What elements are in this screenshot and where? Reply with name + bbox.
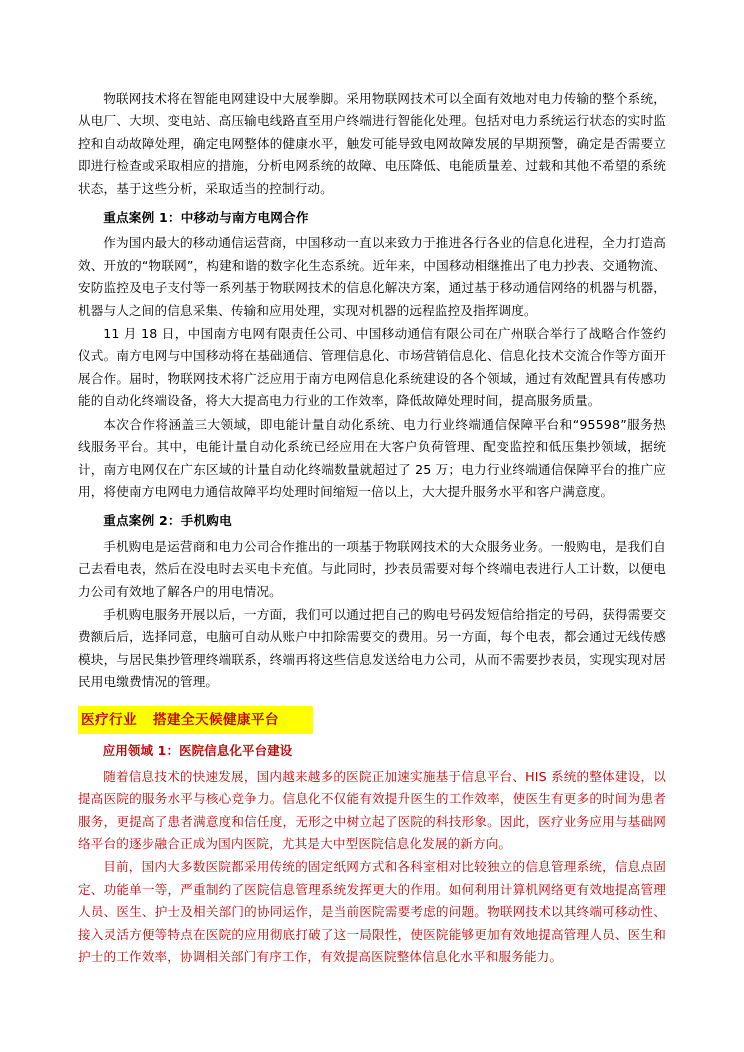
case1-paragraph-3: 本次合作将涵盖三大领域，即电能计量自动化系统、电力行业终端通信保障平台和“95598”服务热线服务平台。其中，电能计量自动化系统已经应用在大客户负荷管理、配变监控和低压集抄领域，据统计，南方电网仅在广东区域的计量自动化终端数量就超过了 25 万；电力行业终端通信保障平台的推广应用，将使南方电网电力通信故障平均处理时间缩短一倍以上，大大提升服务水平和客户满意度。 [78, 416, 666, 499]
application-heading-1: 应用领域 1：医院信息化平台建设 [102, 742, 293, 758]
banner-label-industry: 医疗行业 [81, 711, 137, 728]
intro-paragraph: 物联网技术将在智能电网建设中大展拳脚。采用物联网技术可以全面有效地对电力传输的整个系统，从电厂、大坝、变电站、高压输电线路直至用户终端进行智能化处理。包括对电力系统运行状态的实时监控和自动故障处理，确定电网整体的健康水平，触发可能导致电网故障发展的早期预警，确定是否需要立即进行检查或采取相应的措施，分析电网系统的故障、电压降低、电能质量差、过载和其他不希望的系统状态，基于这些分析，采取适当的控制行动。 [78, 91, 666, 196]
case-heading-2: 重点案例 2：手机购电 [103, 513, 232, 529]
case2-paragraph-1: 手机购电是运营商和电力公司合作推出的一项基于物联网技术的大众服务业务。一般购电，是我们自己去看电表，然后在没电时去买电卡充值。与此同时，抄表员需要对每个终端电表进行人工计数，以便电力公司有效地了解各户的用电情况。 [78, 538, 666, 599]
case1-paragraph-2: 11 月 18 日，中国南方电网有限责任公司、中国移动通信有限公司在广州联合举行了战略合作签约仪式。南方电网与中国移动将在基础通信、管理信息化、市场营销信息化、信息化技术交流合作等方面开展合作。届时，物联网技术将广泛应用于南方电网信息化系统建设的各个领域，通过有效配置具有传感功能的自动化终端设备，将大大提高电力行业的工作效率，降低故障处理时间，提高服务质量。 [78, 326, 666, 409]
medical-paragraph-2: 目前，国内大多数医院都采用传统的固定纸网方式和各科室相对比较独立的信息管理系统，信息点固定、功能单一等，严重制约了医院信息管理系统发挥更大的作用。如何利用计算机网络更有效地提高管理人员、医生、护士及相关部门的协同运作，是当前医院需要考虑的问题。物联网技术以其终端可移动性、接入灵活方便等特点在医院的应用彻底打破了这一局限性，使医院能够更加有效地提高管理人员、医生和护士的工作效率，协调相关部门有序工作，有效提高医院整体信息化水平和服务能力。 [78, 859, 666, 965]
document-body [78, 88, 666, 968]
section-banner-medical [78, 706, 313, 734]
case2-paragraph-2: 手机购电服务开展以后，一方面，我们可以通过把自己的购电号码发短信给指定的号码，获得需要交费额后后，选择同意，电脑可自动从账户中扣除需要交的费用。另一方面，每个电表，都会通过无线传感模块，与居民集抄管理终端联系，终端再将这些信息发送给电力公司，从而不需要抄表员，实现实现对居民用电缴费情况的管理。 [78, 606, 666, 690]
case1-paragraph-1: 作为国内最大的移动通信运营商，中国移动一直以来致力于推进各行各业的信息化进程，全力打造高效、开放的“物联网”，构建和谐的数字化生态系统。近年来，中国移动相继推出了电力抄表、交通物流、安防监控及电子支付等一系列基于物联网技术的信息化解决方案，通过基于移动通信网络的机器与机器，机器与人之间的信息采集、传输和应用处理，实现对机器的远程监控及指挥调度。 [78, 235, 666, 318]
medical-paragraph-1: 随着信息技术的快速发展，国内越来越多的医院正加速实施基于信息平台、HIS 系统的整体建设，以提高医院的服务水平与核心竞争力。信息化不仅能有效提升医生的工作效率，使医生有更多的时间为患者服务，更提高了患者满意度和信任度，无形之中树立起了医院的科技形象。因此，医疗业务应用与基础网络平台的逐步融合正成为国内医院，尤其是大中型医院信息化发展的新方向。 [78, 768, 666, 852]
banner-label-title: 搭建全天候健康平台 [152, 711, 279, 728]
case-heading-1: 重点案例 1：中移动与南方电网合作 [103, 210, 309, 226]
